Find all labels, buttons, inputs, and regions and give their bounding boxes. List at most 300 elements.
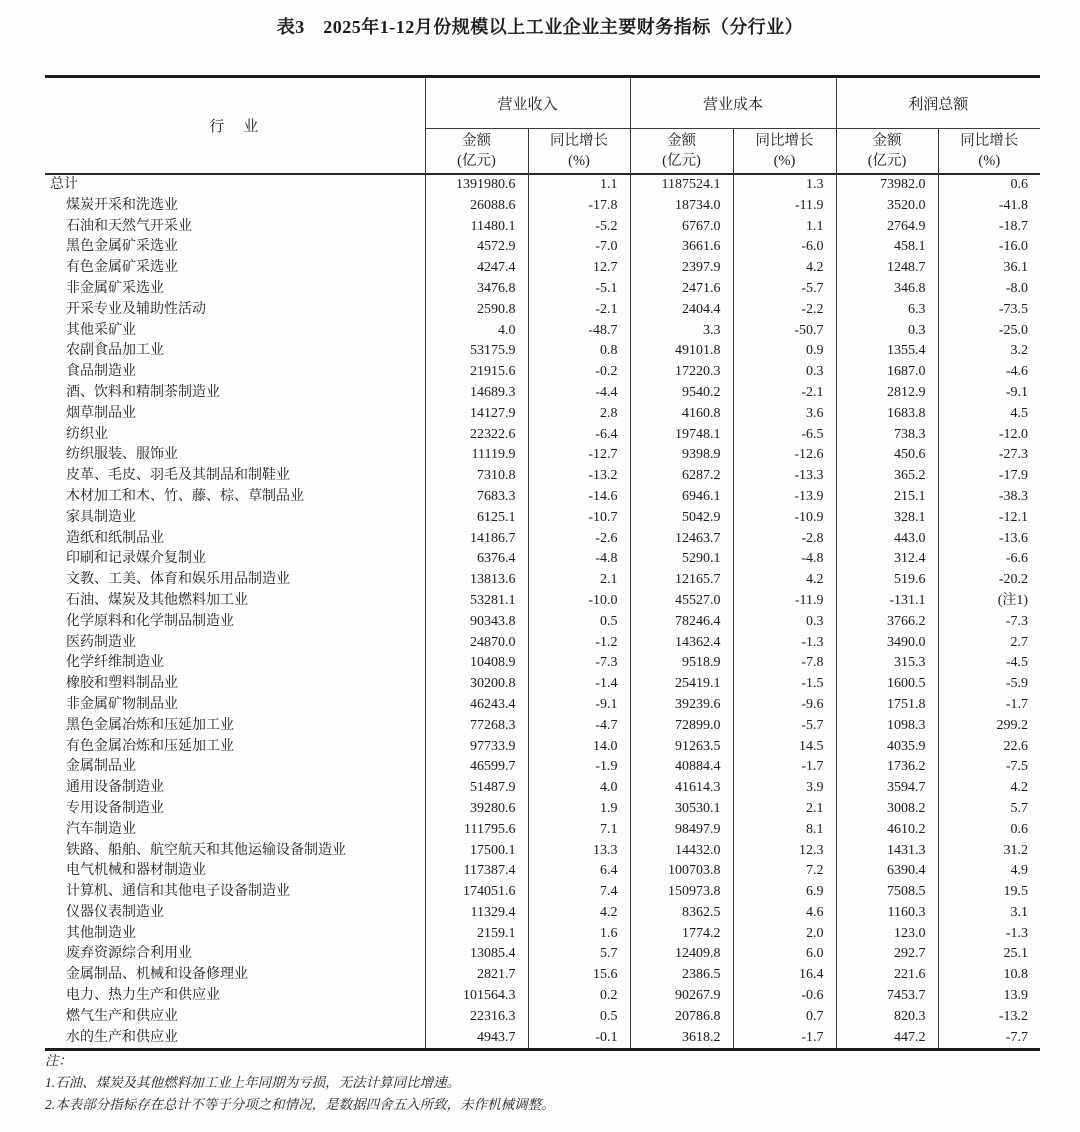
value-cell: 3008.2 (836, 799, 938, 820)
industry-cell: 其他采矿业 (66, 322, 136, 338)
value-cell: 0.6 (938, 174, 1040, 196)
value-cell: 2.0 (733, 924, 836, 945)
cost-group-header: 营业成本 (630, 77, 836, 129)
value-cell: 13085.4 (425, 944, 528, 965)
industry-cell: 非金属矿采选业 (66, 280, 164, 296)
value-cell: 6376.4 (425, 549, 528, 570)
value-cell: 13.3 (528, 841, 630, 862)
value-cell: -18.7 (938, 217, 1040, 238)
value-cell: -1.7 (733, 1028, 836, 1050)
value-cell: 26088.6 (425, 196, 528, 217)
table-row (45, 174, 1040, 196)
value-cell: 0.6 (938, 820, 1040, 841)
industry-cell: 文教、工美、体育和娱乐用品制造业 (66, 572, 290, 588)
value-cell: 19748.1 (630, 425, 733, 446)
value-cell: 11480.1 (425, 217, 528, 238)
profit-group-header: 利润总额 (836, 77, 1040, 129)
value-cell: 36.1 (938, 258, 1040, 279)
value-cell: -4.6 (938, 362, 1040, 383)
table-row (45, 841, 1040, 862)
value-cell: 2821.7 (425, 965, 528, 986)
value-cell: -5.7 (733, 716, 836, 737)
profit-growth-header: 同比增长 (%) (938, 129, 1040, 175)
value-cell: 346.8 (836, 279, 938, 300)
value-cell: -1.3 (733, 633, 836, 654)
industry-cell: 废弃资源综合利用业 (66, 946, 192, 962)
value-cell: 3490.0 (836, 633, 938, 654)
table-row (45, 425, 1040, 446)
value-cell: 45527.0 (630, 591, 733, 612)
value-cell: 30200.8 (425, 674, 528, 695)
value-cell: 1160.3 (836, 903, 938, 924)
value-cell: 1.1 (528, 174, 630, 196)
value-cell: 738.3 (836, 425, 938, 446)
value-cell: -20.2 (938, 570, 1040, 591)
revenue-growth-header: 同比增长 (%) (528, 129, 630, 175)
industry-cell: 总计 (50, 177, 78, 192)
value-cell: 0.8 (528, 341, 630, 362)
value-cell: -7.8 (733, 653, 836, 674)
value-cell: 7.1 (528, 820, 630, 841)
value-cell: 1683.8 (836, 404, 938, 425)
industry-cell: 其他制造业 (66, 925, 136, 941)
table-row (45, 778, 1040, 799)
value-cell: 365.2 (836, 466, 938, 487)
value-cell: 90343.8 (425, 612, 528, 633)
value-cell: 72899.0 (630, 716, 733, 737)
value-cell: -4.8 (733, 549, 836, 570)
value-cell: 450.6 (836, 445, 938, 466)
industry-cell: 仪器仪表制造业 (66, 904, 164, 920)
value-cell: 0.9 (733, 341, 836, 362)
value-cell: 14.5 (733, 737, 836, 758)
value-cell: 6390.4 (836, 861, 938, 882)
table-row (45, 404, 1040, 425)
value-cell: -2.2 (733, 300, 836, 321)
value-cell: 40884.4 (630, 757, 733, 778)
value-cell: 13.9 (938, 986, 1040, 1007)
value-cell: -2.1 (528, 300, 630, 321)
value-cell: 73982.0 (836, 174, 938, 196)
table-row (45, 965, 1040, 986)
value-cell: 4.2 (733, 258, 836, 279)
value-cell: -2.1 (733, 383, 836, 404)
value-cell: -27.3 (938, 445, 1040, 466)
value-cell: 1600.5 (836, 674, 938, 695)
value-cell: 1187524.1 (630, 174, 733, 196)
value-cell: 49101.8 (630, 341, 733, 362)
value-cell: 2812.9 (836, 383, 938, 404)
value-cell: 9540.2 (630, 383, 733, 404)
value-cell: -17.9 (938, 466, 1040, 487)
value-cell: 7683.3 (425, 487, 528, 508)
industry-cell: 燃气生产和供应业 (66, 1008, 178, 1024)
value-cell: (注1) (938, 591, 1040, 612)
value-cell: -2.6 (528, 529, 630, 550)
value-cell: 9398.9 (630, 445, 733, 466)
value-cell: 12.7 (528, 258, 630, 279)
value-cell: -0.6 (733, 986, 836, 1007)
value-cell: -8.0 (938, 279, 1040, 300)
industry-cell: 家具制造业 (66, 509, 136, 525)
value-cell: -13.3 (733, 466, 836, 487)
value-cell: 46243.4 (425, 695, 528, 716)
value-cell: 3594.7 (836, 778, 938, 799)
cost-amount-header: 金额 (亿元) (630, 129, 733, 175)
industry-cell: 水的生产和供应业 (66, 1029, 178, 1045)
value-cell: 1.1 (733, 217, 836, 238)
revenue-amount-header: 金额 (亿元) (425, 129, 528, 175)
value-cell: 0.7 (733, 1007, 836, 1028)
value-cell: 6767.0 (630, 217, 733, 238)
value-cell: -13.2 (528, 466, 630, 487)
value-cell: 1.3 (733, 174, 836, 196)
value-cell: 16.4 (733, 965, 836, 986)
footnotes (45, 1050, 1035, 1116)
value-cell: 21915.6 (425, 362, 528, 383)
table-row (45, 341, 1040, 362)
value-cell: 7.2 (733, 861, 836, 882)
value-cell: 10.8 (938, 965, 1040, 986)
value-cell: -12.7 (528, 445, 630, 466)
industry-cell: 印刷和记录媒介复制业 (66, 551, 206, 567)
value-cell: -131.1 (836, 591, 938, 612)
value-cell: -9.6 (733, 695, 836, 716)
value-cell: 46599.7 (425, 757, 528, 778)
table-row (45, 924, 1040, 945)
value-cell: 0.5 (528, 1007, 630, 1028)
value-cell: 315.3 (836, 653, 938, 674)
value-cell: 6287.2 (630, 466, 733, 487)
value-cell: -6.6 (938, 549, 1040, 570)
industry-cell: 烟草制品业 (66, 405, 136, 421)
value-cell: 150973.8 (630, 882, 733, 903)
value-cell: 221.6 (836, 965, 938, 986)
value-cell: 4610.2 (836, 820, 938, 841)
value-cell: 24870.0 (425, 633, 528, 654)
value-cell: 6946.1 (630, 487, 733, 508)
value-cell: 4.5 (938, 404, 1040, 425)
table-row (45, 944, 1040, 965)
value-cell: 17500.1 (425, 841, 528, 862)
value-cell: 2.8 (528, 404, 630, 425)
value-cell: 5.7 (528, 944, 630, 965)
value-cell: 1431.3 (836, 841, 938, 862)
industry-cell: 化学原料和化学制品制造业 (66, 613, 234, 629)
value-cell: -6.0 (733, 237, 836, 258)
value-cell: 4.9 (938, 861, 1040, 882)
value-cell: -1.7 (733, 757, 836, 778)
value-cell: 9518.9 (630, 653, 733, 674)
value-cell: 14127.9 (425, 404, 528, 425)
industry-cell: 农副食品加工业 (66, 343, 164, 359)
industry-cell: 黑色金属冶炼和压延加工业 (66, 717, 234, 733)
page-title: 表3 2025年1-12月份规模以上工业企业主要财务指标（分行业） (276, 17, 804, 37)
value-cell: -1.2 (528, 633, 630, 654)
value-cell: 30530.1 (630, 799, 733, 820)
value-cell: 4035.9 (836, 737, 938, 758)
value-cell: 3.1 (938, 903, 1040, 924)
table-row (45, 362, 1040, 383)
value-cell: 328.1 (836, 508, 938, 529)
table-row (45, 196, 1040, 217)
table-row (45, 445, 1040, 466)
table-row (45, 737, 1040, 758)
value-cell: 1248.7 (836, 258, 938, 279)
value-cell: 447.2 (836, 1028, 938, 1050)
value-cell: 7453.7 (836, 986, 938, 1007)
value-cell: 22.6 (938, 737, 1040, 758)
footnote-item: 1.石油、煤炭及其他燃料加工业上年同期为亏损，无法计算同比增速。 (45, 1075, 461, 1090)
value-cell: 443.0 (836, 529, 938, 550)
value-cell: -1.3 (938, 924, 1040, 945)
value-cell: 39239.6 (630, 695, 733, 716)
value-cell: 2.1 (733, 799, 836, 820)
value-cell: -1.7 (938, 695, 1040, 716)
industry-cell: 造纸和纸制品业 (66, 530, 164, 546)
value-cell: 10408.9 (425, 653, 528, 674)
value-cell: -6.5 (733, 425, 836, 446)
value-cell: 3618.2 (630, 1028, 733, 1050)
industry-cell: 酒、饮料和精制茶制造业 (66, 384, 220, 400)
industry-cell: 计算机、通信和其他电子设备制造业 (66, 884, 290, 900)
value-cell: 1098.3 (836, 716, 938, 737)
table-row (45, 466, 1040, 487)
footnote-list (45, 1072, 1035, 1116)
value-cell: -4.4 (528, 383, 630, 404)
value-cell: 25.1 (938, 944, 1040, 965)
value-cell: 4.2 (733, 570, 836, 591)
value-cell: 174051.6 (425, 882, 528, 903)
value-cell: 5290.1 (630, 549, 733, 570)
table-row (45, 633, 1040, 654)
value-cell: -13.9 (733, 487, 836, 508)
value-cell: 3.2 (938, 341, 1040, 362)
value-cell: -4.7 (528, 716, 630, 737)
revenue-group-header: 营业收入 (425, 77, 630, 129)
value-cell: 3661.6 (630, 237, 733, 258)
industry-cell: 电气机械和器材制造业 (66, 863, 206, 879)
value-cell: -0.2 (528, 362, 630, 383)
value-cell: 101564.3 (425, 986, 528, 1007)
table-row (45, 1007, 1040, 1028)
value-cell: -5.1 (528, 279, 630, 300)
value-cell: 4.2 (528, 903, 630, 924)
industry-cell: 电力、热力生产和供应业 (66, 988, 220, 1004)
value-cell: -1.5 (733, 674, 836, 695)
value-cell: 13813.6 (425, 570, 528, 591)
industry-cell: 金属制品、机械和设备修理业 (66, 967, 248, 983)
industry-cell: 木材加工和木、竹、藤、棕、草制品业 (66, 488, 304, 504)
value-cell: -10.7 (528, 508, 630, 529)
value-cell: 299.2 (938, 716, 1040, 737)
table-row (45, 903, 1040, 924)
table-row (45, 321, 1040, 342)
value-cell: -1.4 (528, 674, 630, 695)
table-row (45, 279, 1040, 300)
value-cell: -48.7 (528, 321, 630, 342)
industry-column-header: 行 业 (45, 77, 425, 175)
value-cell: 3476.8 (425, 279, 528, 300)
value-cell: 1.9 (528, 799, 630, 820)
table-row (45, 300, 1040, 321)
value-cell: 0.3 (836, 321, 938, 342)
value-cell: 2386.5 (630, 965, 733, 986)
value-cell: 6125.1 (425, 508, 528, 529)
industry-cell: 铁路、船舶、航空航天和其他运输设备制造业 (66, 842, 346, 858)
value-cell: 8.1 (733, 820, 836, 841)
value-cell: 3766.2 (836, 612, 938, 633)
table-row (45, 674, 1040, 695)
value-cell: 19.5 (938, 882, 1040, 903)
value-cell: 3.6 (733, 404, 836, 425)
value-cell: 312.4 (836, 549, 938, 570)
value-cell: 2.7 (938, 633, 1040, 654)
value-cell: 20786.8 (630, 1007, 733, 1028)
value-cell: 2471.6 (630, 279, 733, 300)
value-cell: -38.3 (938, 487, 1040, 508)
table-row (45, 986, 1040, 1007)
value-cell: -12.0 (938, 425, 1040, 446)
value-cell: 4.0 (425, 321, 528, 342)
value-cell: -5.2 (528, 217, 630, 238)
value-cell: 41614.3 (630, 778, 733, 799)
value-cell: 4.0 (528, 778, 630, 799)
industry-cell: 皮革、毛皮、羽毛及其制品和制鞋业 (66, 468, 290, 484)
industry-cell: 石油和天然气开采业 (66, 218, 192, 234)
value-cell: 100703.8 (630, 861, 733, 882)
table-row (45, 799, 1040, 820)
value-cell: 98497.9 (630, 820, 733, 841)
table-row (45, 861, 1040, 882)
value-cell: 17220.3 (630, 362, 733, 383)
value-cell: 12.3 (733, 841, 836, 862)
industry-cell: 黑色金属矿采选业 (66, 239, 178, 255)
value-cell: 292.7 (836, 944, 938, 965)
value-cell: 1774.2 (630, 924, 733, 945)
table-row (45, 695, 1040, 716)
value-cell: 14432.0 (630, 841, 733, 862)
value-cell: 519.6 (836, 570, 938, 591)
value-cell: -13.6 (938, 529, 1040, 550)
value-cell: 22316.3 (425, 1007, 528, 1028)
value-cell: 4160.8 (630, 404, 733, 425)
value-cell: 0.2 (528, 986, 630, 1007)
value-cell: -2.8 (733, 529, 836, 550)
table-header (45, 77, 1040, 175)
value-cell: 0.3 (733, 612, 836, 633)
value-cell: 3.9 (733, 778, 836, 799)
value-cell: 53281.1 (425, 591, 528, 612)
value-cell: -10.9 (733, 508, 836, 529)
value-cell: -12.6 (733, 445, 836, 466)
value-cell: 4943.7 (425, 1028, 528, 1050)
value-cell: -7.5 (938, 757, 1040, 778)
value-cell: 2404.4 (630, 300, 733, 321)
industry-cell: 非金属矿物制品业 (66, 696, 178, 712)
value-cell: 2397.9 (630, 258, 733, 279)
table-row (45, 757, 1040, 778)
financial-indicators-table (45, 75, 1040, 1051)
value-cell: 25419.1 (630, 674, 733, 695)
value-cell: -11.9 (733, 196, 836, 217)
industry-cell: 纺织服装、服饰业 (66, 447, 178, 463)
table-row (45, 882, 1040, 903)
table-row (45, 487, 1040, 508)
table-row (45, 820, 1040, 841)
value-cell: 51487.9 (425, 778, 528, 799)
value-cell: -7.0 (528, 237, 630, 258)
value-cell: 458.1 (836, 237, 938, 258)
value-cell: 1751.8 (836, 695, 938, 716)
industry-cell: 石油、煤炭及其他燃料加工业 (66, 592, 248, 608)
value-cell: 14362.4 (630, 633, 733, 654)
table-body (45, 174, 1040, 1050)
value-cell: 7.4 (528, 882, 630, 903)
industry-cell: 医药制造业 (66, 634, 136, 650)
value-cell: 6.3 (836, 300, 938, 321)
value-cell: 4.2 (938, 778, 1040, 799)
table-row (45, 383, 1040, 404)
value-cell: 18734.0 (630, 196, 733, 217)
table-row (45, 716, 1040, 737)
value-cell: 0.3 (733, 362, 836, 383)
value-cell: 6.4 (528, 861, 630, 882)
value-cell: 1687.0 (836, 362, 938, 383)
cost-growth-header: 同比增长 (%) (733, 129, 836, 175)
value-cell: 4.6 (733, 903, 836, 924)
value-cell: 1736.2 (836, 757, 938, 778)
footnote-item: 2.本表部分指标存在总计不等于分项之和情况，是数据四舍五入所致，未作机械调整。 (45, 1097, 555, 1112)
value-cell: 1391980.6 (425, 174, 528, 196)
stats-table (45, 75, 1040, 1051)
value-cell: -0.1 (528, 1028, 630, 1050)
value-cell: 215.1 (836, 487, 938, 508)
footnote-label: 注： (45, 1053, 72, 1068)
value-cell: 3520.0 (836, 196, 938, 217)
value-cell: -4.8 (528, 549, 630, 570)
value-cell: 111795.6 (425, 820, 528, 841)
industry-cell: 有色金属冶炼和压延加工业 (66, 738, 234, 754)
industry-cell: 专用设备制造业 (66, 800, 164, 816)
value-cell: 2590.8 (425, 300, 528, 321)
value-cell: 0.5 (528, 612, 630, 633)
value-cell: -41.8 (938, 196, 1040, 217)
industry-cell: 开采专业及辅助性活动 (66, 301, 206, 317)
value-cell: 7508.5 (836, 882, 938, 903)
table-row (45, 612, 1040, 633)
value-cell: 2764.9 (836, 217, 938, 238)
value-cell: 14186.7 (425, 529, 528, 550)
value-cell: 5042.9 (630, 508, 733, 529)
value-cell: -14.6 (528, 487, 630, 508)
value-cell: 31.2 (938, 841, 1040, 862)
table-row (45, 508, 1040, 529)
value-cell: 11329.4 (425, 903, 528, 924)
table-row (45, 529, 1040, 550)
table-row (45, 258, 1040, 279)
value-cell: -1.9 (528, 757, 630, 778)
industry-cell: 通用设备制造业 (66, 780, 164, 796)
value-cell: 91263.5 (630, 737, 733, 758)
value-cell: 12409.8 (630, 944, 733, 965)
value-cell: -7.3 (528, 653, 630, 674)
value-cell: -12.1 (938, 508, 1040, 529)
value-cell: -9.1 (938, 383, 1040, 404)
industry-cell: 有色金属矿采选业 (66, 260, 178, 276)
value-cell: 1355.4 (836, 341, 938, 362)
table-row (45, 570, 1040, 591)
